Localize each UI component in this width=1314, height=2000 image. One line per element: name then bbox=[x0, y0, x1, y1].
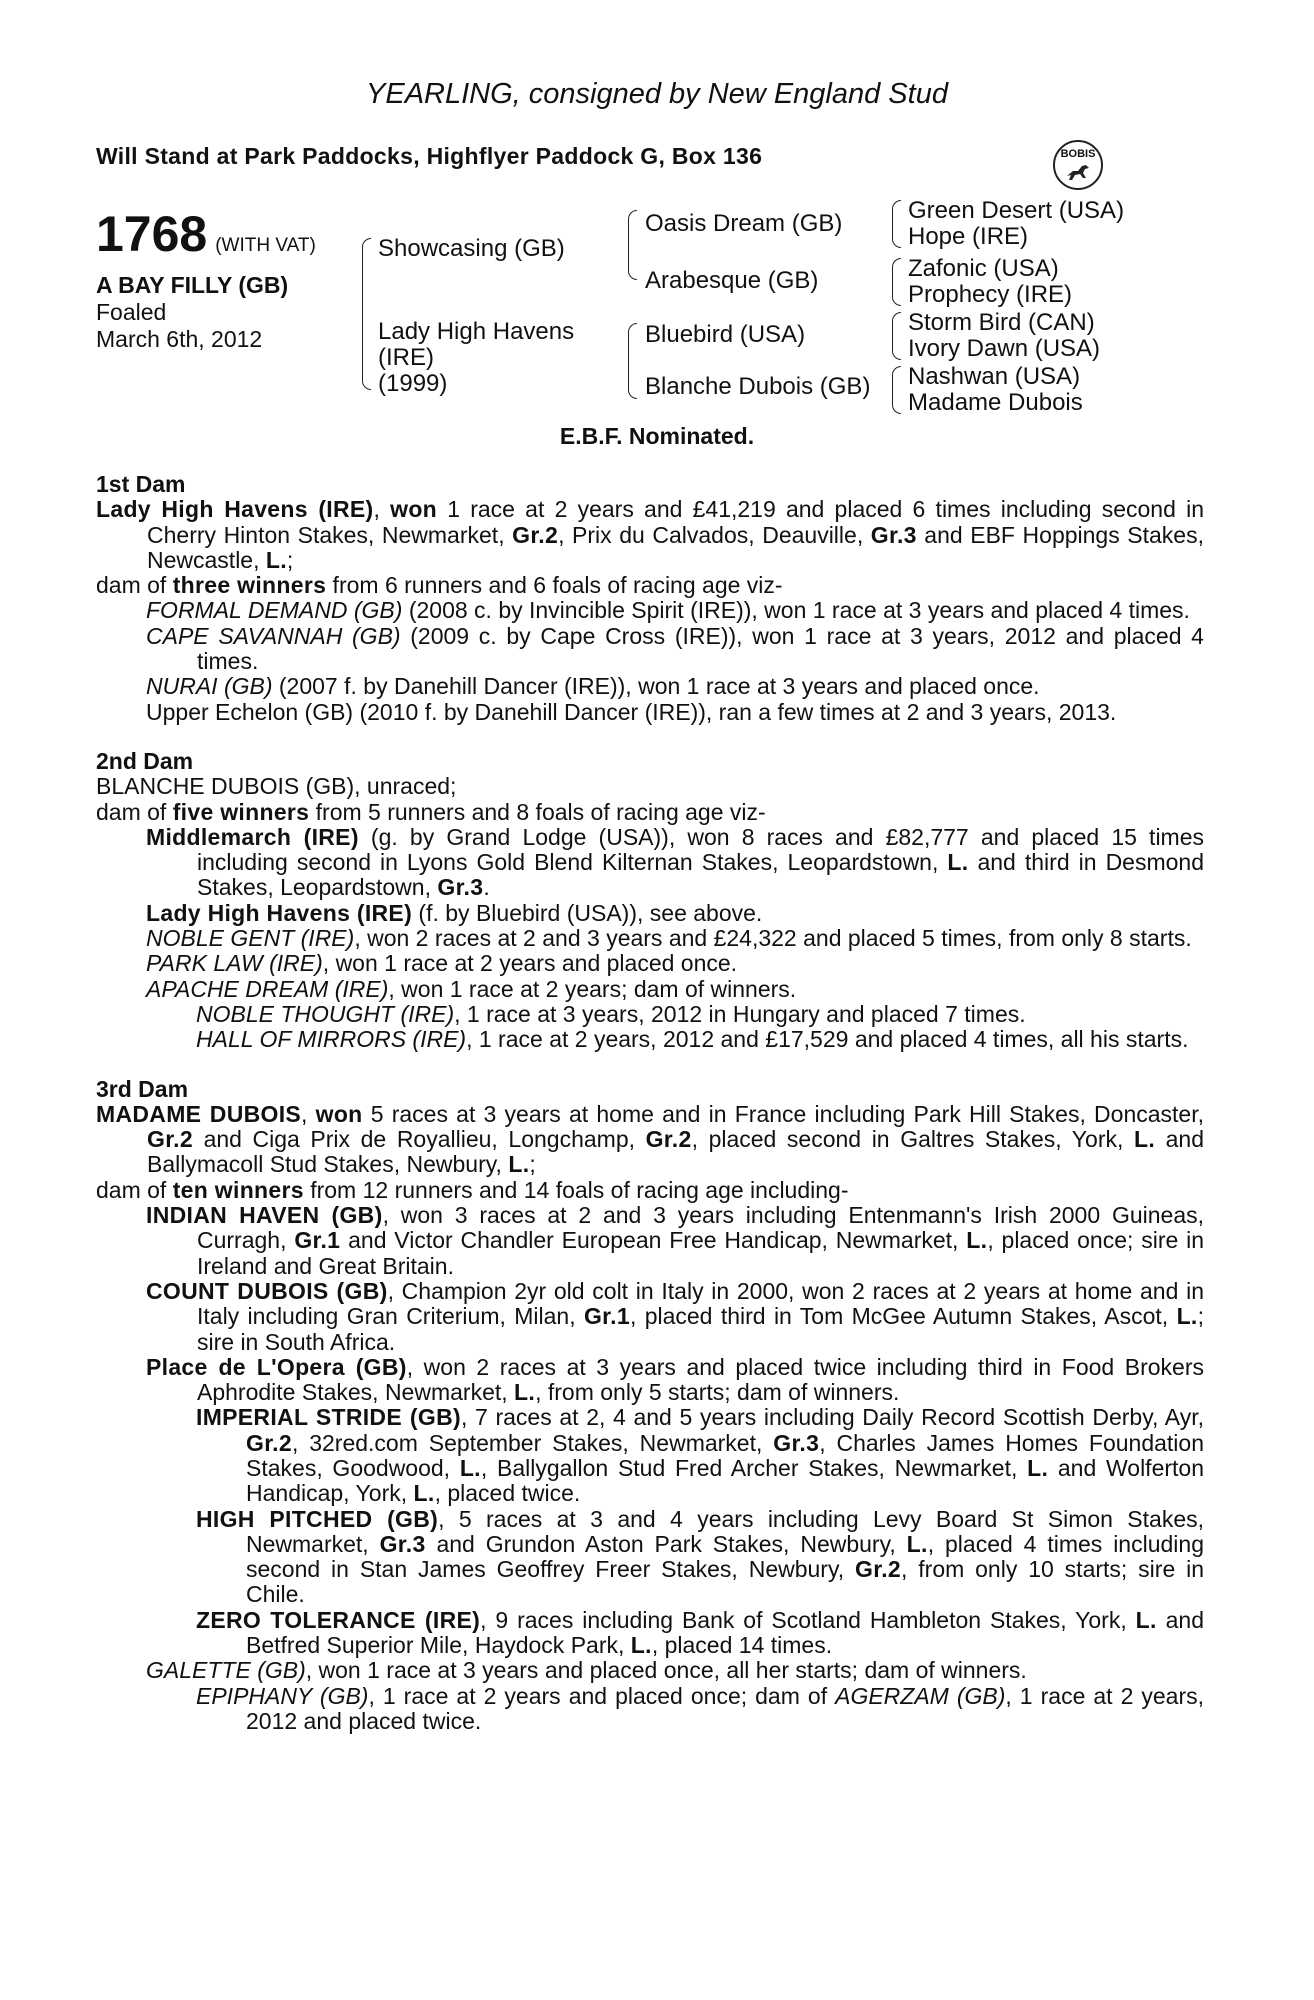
pedigree-ddd: Madame Dubois bbox=[908, 389, 1083, 416]
listed-label: L. bbox=[1027, 1454, 1049, 1481]
winners-count: three winners bbox=[172, 572, 327, 599]
grade-label: Gr.3 bbox=[437, 874, 484, 901]
third-dam-record: MADAME DUBOIS, won 5 races at 3 years at home and in France including Park Hill Stakes, Doncaster, Gr.2 and Ciga Prix de Royallieu, Longchamp, Gr.2, placed second in Galtres Stakes, York, L. and Ballymacoll Stud Stakes, Newbury, L.; bbox=[96, 1100, 1205, 1178]
produce-summary bbox=[96, 573, 1204, 598]
produce-entry bbox=[96, 598, 1204, 623]
winners-count: ten winners bbox=[172, 1176, 304, 1203]
horse-name: INDIAN HAVEN (GB) bbox=[146, 1202, 383, 1229]
second-dam-heading: 2nd Dam bbox=[96, 747, 194, 774]
record-text: , 1 race at 3 years, 2012 in Hungary and placed 7 times. bbox=[454, 1000, 1026, 1027]
horse-name: A BAY FILLY (GB) bbox=[96, 272, 289, 298]
listed-label: L. bbox=[630, 1632, 652, 1659]
record-text: and Grundon Aston Park Stakes, Newbury, bbox=[425, 1530, 907, 1557]
record-text: ; bbox=[529, 1151, 536, 1178]
listed-label: L. bbox=[514, 1379, 536, 1406]
listed-label: L. bbox=[906, 1530, 928, 1557]
record-text: , won 2 races at 3 years and placed twice including third in Food Brokers Aphrodite Stakes, Newmarket, bbox=[197, 1353, 1204, 1406]
produce-entry bbox=[96, 624, 1204, 675]
record-text: ; sire in South Africa. bbox=[197, 1303, 1204, 1355]
third-dam-heading: 3rd Dam bbox=[96, 1075, 189, 1102]
record-text: and third in Desmond Stakes, Leopardstown, bbox=[197, 849, 1204, 901]
record-text: (g. by Grand Lodge (USA)), won 8 races and £82,777 and placed 15 times including second in Lyons Gold Blend Kilternan Stakes, Leopardstown, bbox=[197, 823, 1205, 876]
record-text: , placed 4 times including second in Stan James Geoffrey Freer Stakes, Newbury, bbox=[246, 1530, 1204, 1583]
horse-name: APACHE DREAM (IRE) bbox=[146, 975, 389, 1002]
grade-label: Gr.3 bbox=[379, 1530, 426, 1557]
pedigree-dds: Nashwan (USA) bbox=[908, 363, 1081, 390]
pedigree-sire-sire: Oasis Dream (GB) bbox=[645, 210, 843, 237]
grandproduce-entry bbox=[96, 1027, 1204, 1052]
horse-name: Lady High Havens (IRE) bbox=[146, 899, 413, 926]
grandproduce-entry bbox=[96, 1002, 1204, 1027]
listed-label: L. bbox=[459, 1454, 481, 1481]
record-text: , won 1 race at 3 years and placed once, all her starts; dam of winners. bbox=[305, 1657, 1027, 1684]
horse-name: Place de L'Opera (GB) bbox=[146, 1353, 407, 1380]
produce-entry bbox=[96, 825, 1204, 901]
record-text: 1 race at 2 years and £41,219 and placed 6 times including second in Cherry Hinton Stakes, Newmarket, bbox=[147, 496, 1204, 548]
horse-name: FORMAL DEMAND (GB) bbox=[146, 597, 403, 624]
record-text: dam of bbox=[96, 1176, 173, 1203]
winners-count: five winners bbox=[172, 798, 310, 825]
produce-entry bbox=[96, 1279, 1204, 1355]
record-text: , Prix du Calvados, Deauville, bbox=[558, 521, 871, 548]
grade-label: Gr.2 bbox=[645, 1126, 692, 1153]
pedigree-dam-dam: Blanche Dubois (GB) bbox=[645, 373, 871, 400]
record-text: from 5 runners and 8 foals of racing age viz- bbox=[309, 798, 766, 825]
horse-icon bbox=[1064, 160, 1094, 184]
record-text: , 9 races including Bank of Scotland Hambleton Stakes, York, bbox=[480, 1606, 1136, 1633]
lot-vat: (WITH VAT) bbox=[215, 235, 316, 256]
record-text: , 1 race at 2 years, 2012 and £17,529 and placed 4 times, all his starts. bbox=[466, 1026, 1189, 1053]
produce-entry bbox=[96, 1203, 1204, 1279]
grade-label: Gr.2 bbox=[512, 521, 559, 548]
foaled-label: Foaled bbox=[96, 299, 167, 325]
record-text: 5 races at 3 years at home and in France including Park Hill Stakes, Doncaster, bbox=[362, 1100, 1205, 1127]
grandproduce-entry bbox=[96, 1405, 1204, 1506]
produce-entry bbox=[96, 1658, 1204, 1683]
record-text: , won 1 race at 2 years and placed once. bbox=[322, 950, 738, 977]
second-dam-record: BLANCHE DUBOIS (GB), unraced; bbox=[96, 773, 457, 800]
produce-entry bbox=[96, 1355, 1204, 1406]
horse-description bbox=[96, 272, 288, 353]
horse-name: COUNT DUBOIS (GB) bbox=[146, 1277, 388, 1304]
listed-label: L. bbox=[265, 546, 287, 573]
record-text: , placed 14 times. bbox=[651, 1632, 833, 1659]
pedigree-sss: Green Desert (USA) bbox=[908, 197, 1125, 224]
record-text: , Charles James Homes Foundation Stakes, Goodwood, bbox=[246, 1429, 1204, 1481]
first-dam-heading: 1st Dam bbox=[96, 471, 186, 497]
pedigree-brace bbox=[892, 366, 901, 414]
grade-label: Gr.1 bbox=[294, 1227, 341, 1254]
lot-header bbox=[96, 205, 316, 263]
pedigree-dam-country: (IRE) bbox=[378, 344, 434, 371]
dam-name: MADAME DUBOIS bbox=[96, 1100, 302, 1127]
listed-label: L. bbox=[1133, 1126, 1156, 1153]
record-text: , from only 5 starts; dam of winners. bbox=[535, 1379, 900, 1406]
foaled-date: March 6th, 2012 bbox=[96, 326, 263, 352]
horse-name: NOBLE GENT (IRE) bbox=[146, 925, 355, 952]
record-text: , won 1 race at 2 years; dam of winners. bbox=[388, 975, 797, 1002]
horse-name: IMPERIAL STRIDE (GB) bbox=[196, 1404, 461, 1431]
lot-number: 1768 bbox=[96, 206, 208, 262]
record-text: , Champion 2yr old colt in Italy in 2000, won 2 races at 2 years at home and in Italy including Gran Criterium, Milan, bbox=[197, 1277, 1204, 1330]
pedigree-dam-sire: Bluebird (USA) bbox=[645, 321, 806, 348]
listed-label: L. bbox=[947, 849, 969, 876]
pedigree-ssd: Hope (IRE) bbox=[908, 223, 1029, 250]
listed-label: L. bbox=[1135, 1606, 1157, 1633]
record-text: , 32red.com September Stakes, Newmarket, bbox=[291, 1429, 774, 1456]
produce-entry bbox=[96, 951, 1204, 976]
won-label: won bbox=[315, 1100, 363, 1127]
grade-label: Gr.2 bbox=[147, 1126, 193, 1153]
pedigree-sire-dam: Arabesque (GB) bbox=[645, 267, 819, 294]
record-text: from 12 runners and 14 foals of racing age including- bbox=[303, 1176, 849, 1203]
listed-label: L. bbox=[1176, 1303, 1198, 1330]
record-text: , placed second in Galtres Stakes, York, bbox=[691, 1126, 1134, 1153]
dam-name: Lady High Havens (IRE) bbox=[96, 496, 374, 523]
grandproduce-entry bbox=[96, 1608, 1204, 1659]
produce-summary bbox=[96, 800, 1204, 825]
record-text: and EBF Hoppings Stakes, Newcastle, bbox=[147, 521, 1204, 573]
pedigree-brace bbox=[892, 258, 901, 306]
record-text: and Wolferton Handicap, York, bbox=[246, 1454, 1204, 1507]
horse-name: Middlemarch (IRE) bbox=[146, 823, 359, 850]
horse-name: PARK LAW (IRE) bbox=[146, 950, 323, 977]
grandproduce-entry bbox=[96, 1507, 1204, 1608]
grade-label: Gr.2 bbox=[855, 1556, 901, 1583]
produce-entry: Upper Echelon (GB) (2010 f. by Danehill Dancer (IRE)), ran a few times at 2 and 3 years, 2013. bbox=[146, 698, 1117, 725]
record-text: , won 3 races at 2 and 3 years including Entenmann's Irish 2000 Guineas, Curragh, bbox=[197, 1202, 1204, 1254]
pedigree-sdd: Prophecy (IRE) bbox=[908, 281, 1073, 308]
record-text: and Ciga Prix de Royallieu, Longchamp, bbox=[192, 1126, 646, 1153]
produce-entry bbox=[96, 674, 1204, 699]
page-title: YEARLING, consigned by New England Stud bbox=[366, 78, 948, 110]
record-text: and Betfred Superior Mile, Haydock Park, bbox=[246, 1606, 1204, 1659]
produce-entry bbox=[96, 926, 1204, 951]
pedigree-dsd: Ivory Dawn (USA) bbox=[908, 335, 1101, 362]
record-text: and Victor Chandler European Free Handicap, Newmarket, bbox=[340, 1227, 967, 1254]
grade-label: Gr.2 bbox=[246, 1429, 292, 1456]
grandproduce-entry bbox=[96, 1684, 1204, 1735]
record-text: , placed third in Tom McGee Autumn Stakes, Ascot, bbox=[629, 1303, 1177, 1330]
horse-name: GALETTE (GB) bbox=[146, 1657, 306, 1684]
record-text: dam of bbox=[96, 572, 173, 599]
record-text: , placed twice. bbox=[434, 1480, 581, 1507]
dam-record bbox=[96, 472, 1204, 1734]
horse-name: EPIPHANY (GB) bbox=[196, 1682, 369, 1709]
horse-name: HALL OF MIRRORS (IRE) bbox=[196, 1026, 467, 1053]
record-text: , placed once; sire in Ireland and Great Britain. bbox=[197, 1227, 1205, 1279]
horse-name: CAPE SAVANNAH (GB) bbox=[146, 622, 401, 649]
standing-location: Will Stand at Park Paddocks, Highflyer Paddock G, Box 136 bbox=[96, 143, 763, 169]
pedigree-dss: Storm Bird (CAN) bbox=[908, 309, 1095, 336]
first-dam-record: Lady High Havens (IRE), won 1 race at 2 years and £41,219 and placed 6 times including second in Cherry Hinton Stakes, Newmarket, Gr.2, Prix du Calvados, Deauville, Gr.3 and EBF Hoppings Stakes, Newcastle, L.; bbox=[96, 496, 1204, 573]
grade-label: Gr.3 bbox=[773, 1429, 820, 1456]
pedigree-sire: Showcasing (GB) bbox=[378, 235, 565, 262]
horse-name: ZERO TOLERANCE (IRE) bbox=[196, 1606, 481, 1633]
record-text: (2009 c. by Cape Cross (IRE)), won 1 race at 3 years, 2012 and placed 4 times. bbox=[197, 622, 1204, 675]
pedigree-brace bbox=[628, 210, 637, 280]
produce-summary bbox=[96, 1178, 1204, 1203]
listed-label: L. bbox=[508, 1151, 530, 1178]
produce-entry bbox=[96, 977, 1204, 1002]
pedigree-sds: Zafonic (USA) bbox=[908, 255, 1059, 282]
pedigree-brace bbox=[892, 312, 901, 360]
produce-entry bbox=[96, 901, 1204, 926]
listed-label: L. bbox=[966, 1227, 988, 1254]
pedigree-brace bbox=[628, 323, 637, 399]
pedigree-brace bbox=[362, 238, 371, 390]
record-text: ; bbox=[286, 546, 294, 573]
record-text: , 5 races at 3 and 4 years including Levy Board St Simon Stakes, Newmarket, bbox=[246, 1505, 1205, 1557]
record-text: and Ballymacoll Stud Stakes, Newbury, bbox=[147, 1126, 1205, 1178]
grade-label: Gr.3 bbox=[870, 521, 917, 548]
record-text: . bbox=[483, 874, 490, 901]
horse-name: NURAI (GB) bbox=[146, 673, 273, 700]
record-text: , 1 race at 2 years and placed once; dam of bbox=[368, 1682, 836, 1709]
won-label: won bbox=[390, 496, 438, 523]
record-text: dam of bbox=[96, 798, 173, 825]
pedigree-dam: Lady High Havens bbox=[378, 318, 575, 345]
record-text: , won 2 races at 2 and 3 years and £24,322 and placed 5 times, from only 8 starts. bbox=[354, 925, 1192, 952]
horse-name: AGERZAM (GB) bbox=[835, 1682, 1006, 1709]
pedigree-brace bbox=[892, 200, 901, 248]
record-text: , Ballygallon Stud Fred Archer Stakes, Newmarket, bbox=[480, 1454, 1028, 1481]
record-text: (f. by Bluebird (USA)), see above. bbox=[412, 899, 763, 926]
record-text: , 7 races at 2, 4 and 5 years including Daily Record Scottish Derby, Ayr, bbox=[460, 1404, 1204, 1431]
horse-name: NOBLE THOUGHT (IRE) bbox=[196, 1000, 455, 1027]
record-text: from 6 runners and 6 foals of racing age viz- bbox=[326, 572, 783, 599]
record-text: , 1 race at 2 years, 2012 and placed twice. bbox=[246, 1682, 1205, 1734]
record-text: , from only 10 starts; sire in Chile. bbox=[246, 1556, 1205, 1608]
ebf-nominated: E.B.F. Nominated. bbox=[559, 423, 755, 449]
grade-label: Gr.1 bbox=[583, 1303, 630, 1330]
bobis-logo-text: BOBIS bbox=[1060, 148, 1096, 160]
bobis-logo bbox=[1053, 140, 1103, 190]
record-text: (2008 c. by Invincible Spirit (IRE)), won 1 race at 3 years and placed 4 times. bbox=[402, 597, 1190, 624]
record-text: (2007 f. by Danehill Dancer (IRE)), won 1 race at 3 years and placed once. bbox=[272, 673, 1040, 700]
horse-name: HIGH PITCHED (GB) bbox=[196, 1505, 439, 1532]
pedigree-dam-year: (1999) bbox=[378, 370, 448, 397]
listed-label: L. bbox=[413, 1480, 435, 1507]
